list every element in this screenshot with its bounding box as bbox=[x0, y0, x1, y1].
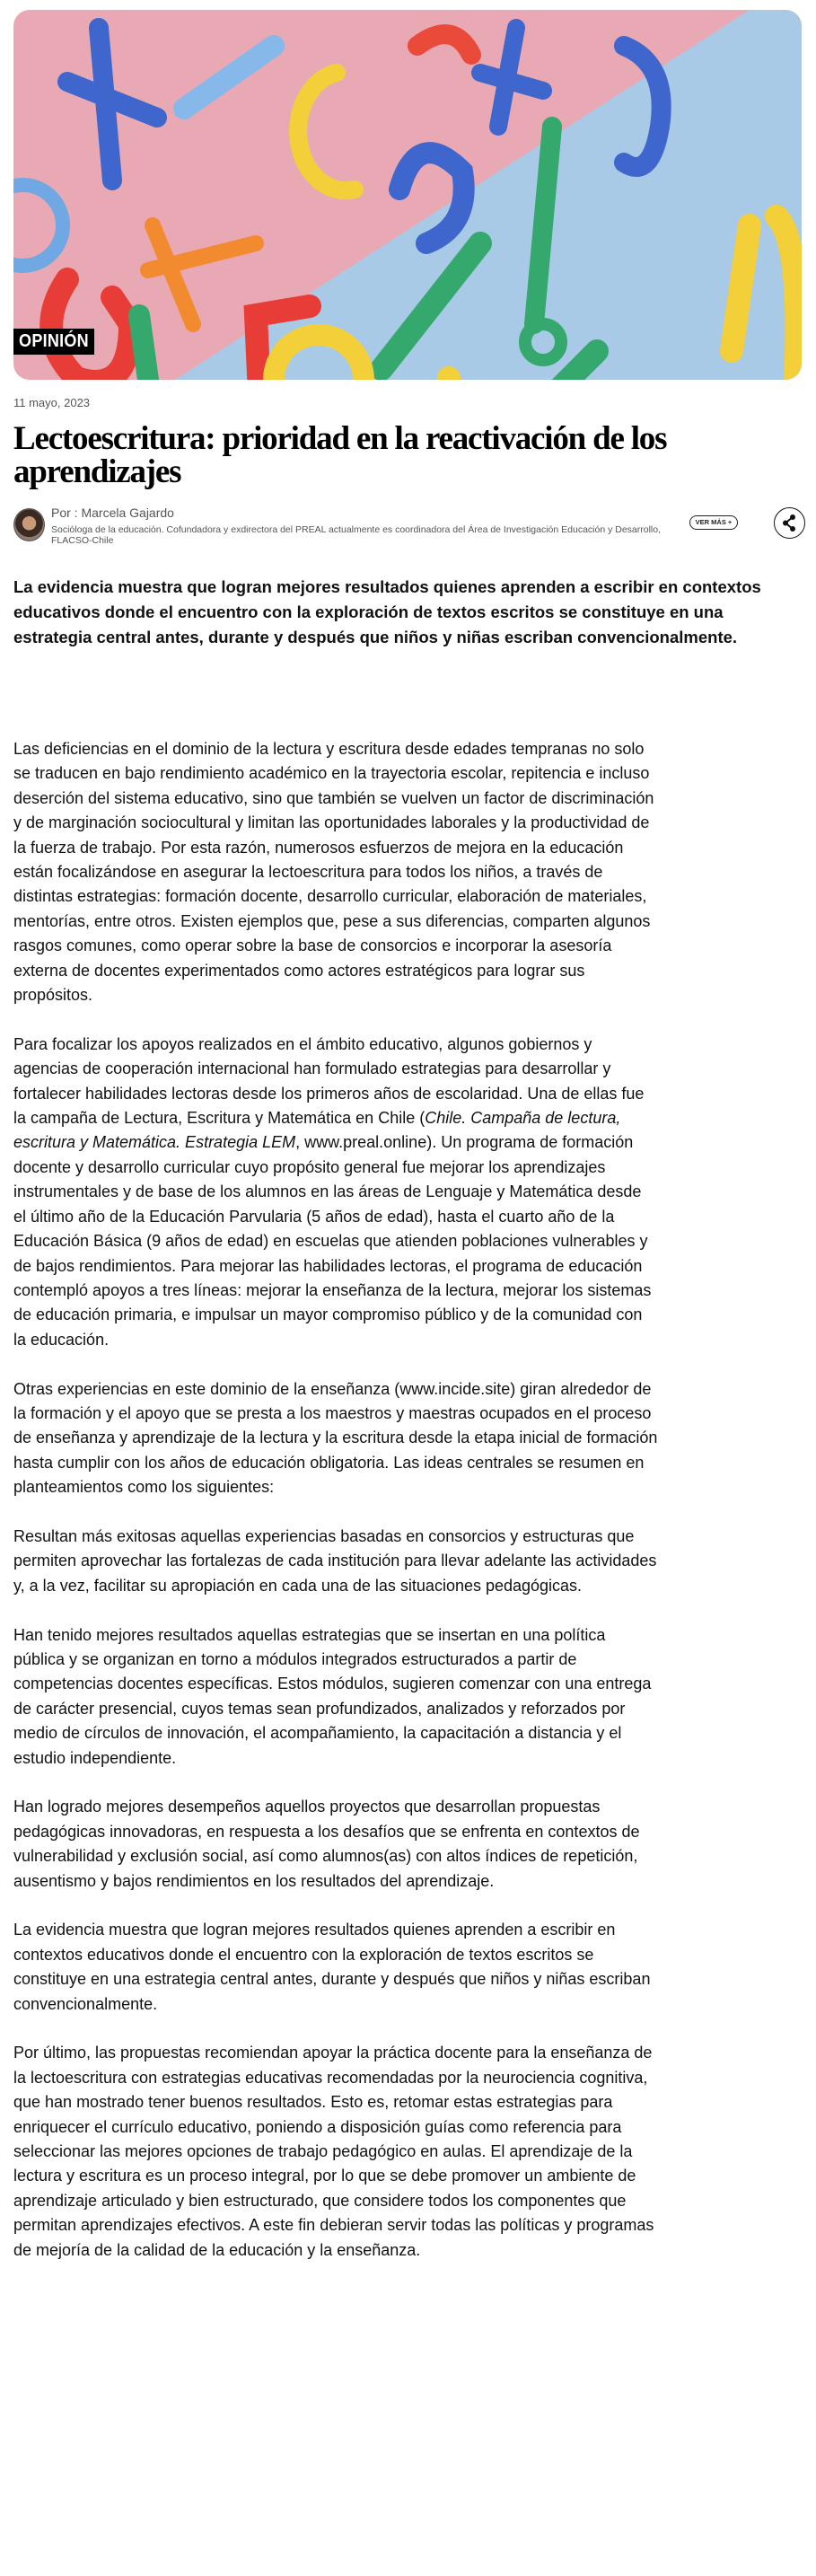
article-lead: La evidencia muestra que logran mejores resultados quienes aprenden a escribir en contextos educativos donde el encuentro con la exploración de textos escritos se constituye en una estrategia central antes, durante y después que niños y niñas escriban convencionalmente. bbox=[13, 577, 761, 646]
paragraph: Las deficiencias en el dominio de la lectura y escritura desde edades tempranas no solo se traducen en bajo rendimiento académico en la trayectoria escolar, repitencia e incluso deserción del sistema educativo, sino que también se vuelven un factor de discriminación y de marginación sociocultural y limitan las oportunidades laborales y la productividad de la fuerza de trabajo. Por esta razón, numerosos esfuerzos de mejora en la educación están focalizándose en asegurar la lectoescritura para todos los niños, a través de distintas estrategias: formación docente, desarrollo curricular, elaboración de materiales, mentorías, entre otros. Existen ejemplos que, pese a sus diferencias, comparten algunos rasgos comunes, como operar sobre la base de consorcios e incorporar la asesoría externa de docentes experimentados como actores estratégicos para lograr sus propósitos. bbox=[13, 740, 654, 1005]
citation: Chile. Campaña de lectura, escritura y Matemática. Estrategia LEM bbox=[13, 1109, 621, 1152]
author-bio: Socióloga de la educación. Cofundadora y exdirectora del PREAL actualmente es coordinadora del Área de Investigación Educación y Desarrollo, FLACSO-Chile bbox=[51, 524, 662, 546]
article-title: Lectoescritura: prioridad en la reactivación de los aprendizajes bbox=[13, 420, 667, 490]
author-block bbox=[13, 506, 803, 545]
article-body bbox=[13, 737, 658, 2287]
paragraph: Han logrado mejores desempeños aquellos proyectos que desarrollan propuestas pedagógicas innovadoras, en respuesta a los desafíos que se enfrenta en contextos de vulnerabilidad y exclusión social, así como alumnos(as) con altos índices de repetición, ausentismo y bajos rendimientos en los resultados del aprendizaje. bbox=[13, 1798, 640, 1890]
colorful-letters-illustration bbox=[13, 10, 802, 380]
paragraph: Para focalizar los apoyos realizados en el ámbito educativo, algunos gobiernos y agencias de cooperación internacional han formulado estrategias para desarrollar y fortalecer habilidades lectoras desde los primeros años de escolaridad. Una de ellas fue la campaña de Lectura, Escritura y Matemática en Chile (Chile. Campaña de lectura, escritura y Matemática. Estrategia LEM, www.preal.online). Un programa de formación docente y desarrollo curricular cuyo propósito general fue mejorar los aprendizajes instrumentales y de base de los alumnos en las áreas de Lenguaje y Matemática desde el último año de la Educación Parvularia (5 años de edad), hasta el cuarto año de la Educación Básica (9 años de edad) en escuelas que atienden poblaciones vulnerables y de bajos rendimientos. Para mejorar las habilidades lectoras, el programa de educación contempló apoyos a tres líneas: mejorar la enseñanza de la lectura, mejorar los sistemas de educación primaria, e impulsar un mayor compromiso público y de la comunidad con la educación. bbox=[13, 1034, 652, 1349]
paragraph: Por último, las propuestas recomiendan apoyar la práctica docente para la enseñanza de la lectoescritura con estrategias educativas recomendadas por la neurociencia cognitiva, que han mostrado tener buenos resultados. Esto es, retomar estas estrategias para enriquecer el currículo educativo, poniendo a disposición guías como referencia para seleccionar las mejores opciones de trabajo pedagógico en aulas. El aprendizaje de la lectura y escritura es un proceso integral, por lo que se debe promover un ambiente de aprendizaje articulado y bien estructurado, que considere todos los componentes que permitan aprendizajes efectivos. A este fin debieran servir todas las políticas y programas de mejoría de la calidad de la educación y la enseñanza. bbox=[13, 2044, 654, 2259]
author-byline[interactable]: Por : Marcela Gajardo bbox=[51, 506, 174, 520]
publish-date: 11 mayo, 2023 bbox=[13, 396, 91, 409]
see-more-button[interactable]: VER MÁS + bbox=[689, 515, 738, 530]
paragraph: La evidencia muestra que logran mejores resultados quienes aprenden a escribir en contextos educativos donde el encuentro con la exploración de textos escritos se constituye en una estrategia central antes, durante y después que niños y niñas escriban convencionalmente. bbox=[13, 1921, 651, 2013]
share-icon bbox=[775, 508, 804, 538]
author-avatar bbox=[13, 508, 45, 541]
paragraph: Otras experiencias en este dominio de la enseñanza (www.incide.site) giran alrededor de la formación y el apoyo que se presta a los maestros y maestras ocupados en el proceso de enseñanza y aprendizaje de la lectura y la escritura desde la etapa inicial de formación hasta cumplir con los años de educación obligatoria. Las ideas centrales se resumen en planteamientos como los siguientes: bbox=[13, 1379, 658, 1497]
category-badge[interactable]: OPINIÓN bbox=[13, 329, 94, 355]
share-button[interactable] bbox=[774, 507, 805, 539]
hero-image bbox=[13, 10, 802, 380]
paragraph: Han tenido mejores resultados aquellas estrategias que se insertan en una política pública y se organizan en torno a módulos integrados estructurados a partir de competencias docentes específicas. Estos módulos, sugieren comenzar con una entrega de carácter presencial, cuyos temas sean profundizados, analizados y reforzados por medio de círculos de innovación, el acompañamiento, la capacitación a distancia y el estudio independiente. bbox=[13, 1625, 652, 1767]
paragraph: Resultan más exitosas aquellas experiencias basadas en consorcios y estructuras que permiten aprovechar las fortalezas de cada institución para llevar adelante las actividades y, a la vez, facilitar su apropiación en cada una de las situaciones pedagógicas. bbox=[13, 1526, 657, 1595]
